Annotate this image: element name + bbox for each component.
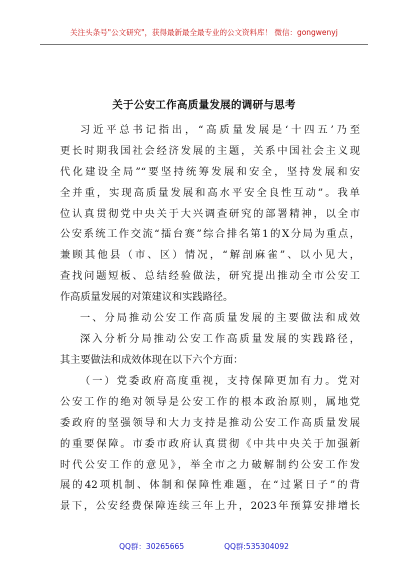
paragraph-line: 习近平总书记指出，“高质量发展是‘十四五’乃至 — [80, 125, 360, 136]
document-title: 关于公安工作高质量发展的调研与思考 — [112, 99, 296, 111]
section-heading-text: 一、分局推动公安工作高质量发展的主要做法和成效 — [80, 313, 360, 324]
paragraph-overview — [60, 330, 360, 372]
paragraph-line: （一）党委政府高度重视，支持保障更加有力。党对 — [80, 376, 360, 387]
paragraph-line: 时代公安工作的意见》，举全市之力破解制约公安工作发 — [60, 459, 360, 471]
paragraph-line: 的重要保障。市委市政府认真贯彻《中共中央关于加强新 — [60, 438, 360, 450]
paragraph-line: 公安工作的绝对领导是公安工作的根本政治原则，属地党 — [60, 396, 360, 408]
section-heading — [60, 309, 360, 330]
paragraph-line: 兼顾其他县（市、区）情况，“解剖麻雀”、以小见大， — [60, 250, 360, 262]
paragraph-subsection-1 — [60, 372, 360, 518]
paragraph-intro — [60, 121, 360, 309]
footer-qq-group-1: QQ群：30265665 — [119, 542, 185, 551]
footer-qq-group-2: QQ群:535304092 — [224, 542, 289, 551]
paragraph-line: 展的42项机制、体制和保障性难题，在“过紧日子”的背 — [60, 480, 360, 492]
paragraph-line: 查找问题短板、总结经验做法，研究提出推动全市公安工 — [60, 271, 360, 283]
paragraph-line: 公安系统工作交流“擂台赛”综合排名第1的X分局为重点， — [60, 229, 360, 241]
paragraph-line: 其主要做法和成效体现在以下六个方面： — [60, 354, 244, 366]
paragraph-line: 位认真贯彻党中央关于大兴调查研究的部署精神，以全市 — [60, 208, 360, 220]
header-banner: 关注头条号"公文研究"，获得最新最全最专业的公文资料库！ 微信：gongwenyj — [70, 28, 338, 37]
footer-contact — [0, 541, 408, 552]
paragraph-line: 全并重，实现高质量发展和高水平安全良性互动”。我单 — [60, 187, 360, 199]
paragraph-line: 委政府的坚强领导和大力支持是推动公安工作高质量发展 — [60, 417, 360, 429]
paragraph-line: 景下，公安经费保障连续三年上升，2023年预算安排增长 — [60, 501, 360, 513]
paragraph-line: 作高质量发展的对策建议和实践路径。 — [60, 292, 234, 304]
paragraph-line: 深入分析分局推动公安工作高质量发展的实践路径， — [80, 334, 360, 345]
header-divider — [40, 44, 368, 45]
paragraph-line: 更长时期我国社会经济发展的主题，关系中国社会主义现 — [60, 145, 360, 157]
paragraph-line: 代化建设全局”“要坚持统筹发展和安全，坚持发展和安 — [60, 166, 360, 178]
